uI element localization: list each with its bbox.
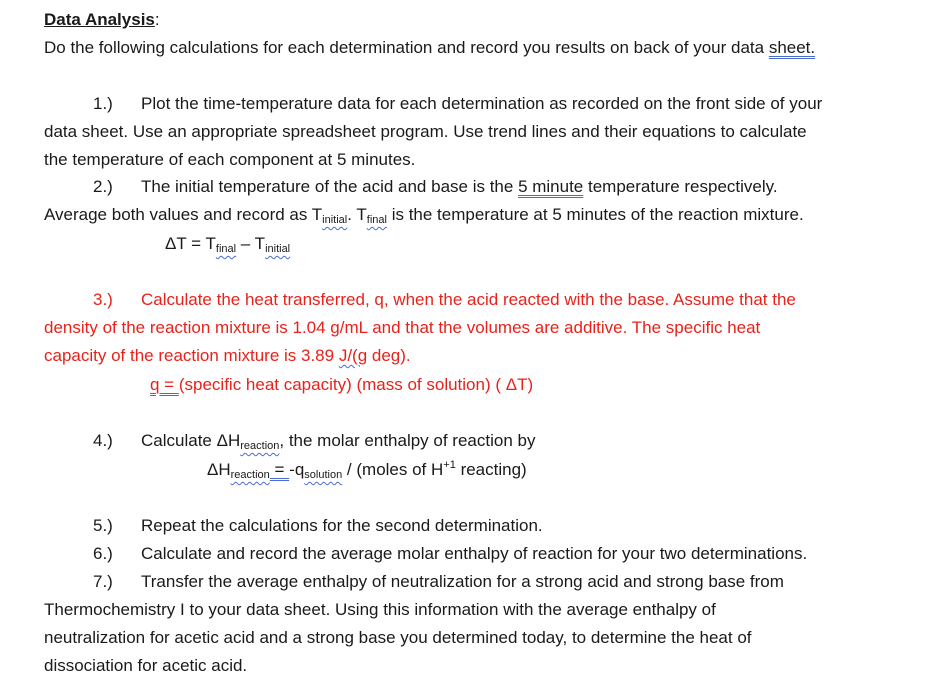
step2-text1a: The initial temperature of the acid and base is the [141,177,519,196]
step1-number: 1.) [93,94,113,113]
step1-text1: Plot the time-temperature data for each determination as recorded on the front side of your [141,94,823,113]
step4-sub-reaction: reaction [240,440,280,452]
heat-eq-rest: (specific heat capacity) (mass of solution) ( ΔT) [178,375,534,394]
step6-text: Calculate and record the average molar enthalpy of reaction for your two determinations. [141,544,808,563]
step4-text1a: Calculate ΔH [141,431,241,450]
step2-number: 2.) [93,177,113,196]
heading-title: Data Analysis [44,10,155,29]
step2-sub-final: final [366,214,387,226]
eq-sub-initial: initial [265,243,291,255]
step7-line3: neutralization for acetic acid and a strong base you determined today, to determine the heat of [44,628,752,647]
step4-number: 4.) [93,431,113,450]
step3-units: J/(g [338,346,368,365]
heat-equation [150,374,533,396]
step7-number: 7.) [93,572,113,591]
intro-sheet-word: sheet. [768,38,816,57]
enthalpy-eq-q: -q [289,460,305,479]
delta-t-equation [165,233,290,255]
step7-line1 [93,571,784,593]
step2-line1 [93,176,778,198]
enthalpy-eq-sub-solution: solution [304,469,343,481]
step3-text3c: deg). [367,346,411,365]
step7-line4: dissociation for acetic acid. [44,656,248,675]
step6-line [93,543,807,565]
step4-line1 [93,430,535,452]
eq-minus: – T [236,234,266,253]
step7-line2: Thermochemistry I to your data sheet. Using this information with the average enthalpy of [44,600,716,619]
step7-text1: Transfer the average enthalpy of neutralization for a strong acid and strong base from [141,572,784,591]
step1-line3: the temperature of each component at 5 minutes. [44,150,416,169]
step6-number: 6.) [93,544,113,563]
step2-sub-initial: initial [322,214,348,226]
step3-text3a: capacity of the reaction mixture is 3.89 [44,346,339,365]
intro-line [44,37,815,59]
step3-number: 3.) [93,290,113,309]
step2-dot: . T [347,205,367,224]
step3-text1: Calculate the heat transferred, q, when the acid reacted with the base. Assume that the [141,290,796,309]
step2-text1b: temperature respectively. [583,177,778,196]
enthalpy-eq-end: reacting) [455,460,527,479]
step5-number: 5.) [93,516,113,535]
step2-5min: 5 minute [518,177,584,196]
enthalpy-equation [207,459,527,481]
step1-line1 [93,93,822,115]
enthalpy-eq-sup: +1 [443,459,456,471]
enthalpy-eq-moles: / (moles of H [342,460,444,479]
step4-text1b: , the molar enthalpy of reaction by [279,431,536,450]
step2-text2b: is the temperature at 5 minutes of the reaction mixture. [386,205,804,224]
enthalpy-eq-dh: ΔH [207,460,231,479]
step1-line2: data sheet. Use an appropriate spreadsheet program. Use trend lines and their equations to calculate [44,122,807,141]
enthalpy-eq-sub-reaction: reaction [230,469,270,481]
eq-delta-t: ΔT = T [165,234,216,253]
eq-sub-final: final [215,243,237,255]
heading-colon: : [154,10,160,29]
step5-text: Repeat the calculations for the second determination. [141,516,543,535]
intro-text: Do the following calculations for each determination and record you results on back of your data [44,38,769,57]
step2-text2a: Average both values and record as T [44,205,323,224]
step2-line2 [44,204,804,226]
section-heading [44,9,160,31]
step5-line [93,515,543,537]
heat-eq-q: q = [150,375,179,394]
step3-line3 [44,345,411,367]
enthalpy-eq-equals: = [269,460,290,479]
step3-line1 [93,289,796,311]
step3-line2: density of the reaction mixture is 1.04 g/mL and that the volumes are additive. The specific heat [44,318,761,337]
